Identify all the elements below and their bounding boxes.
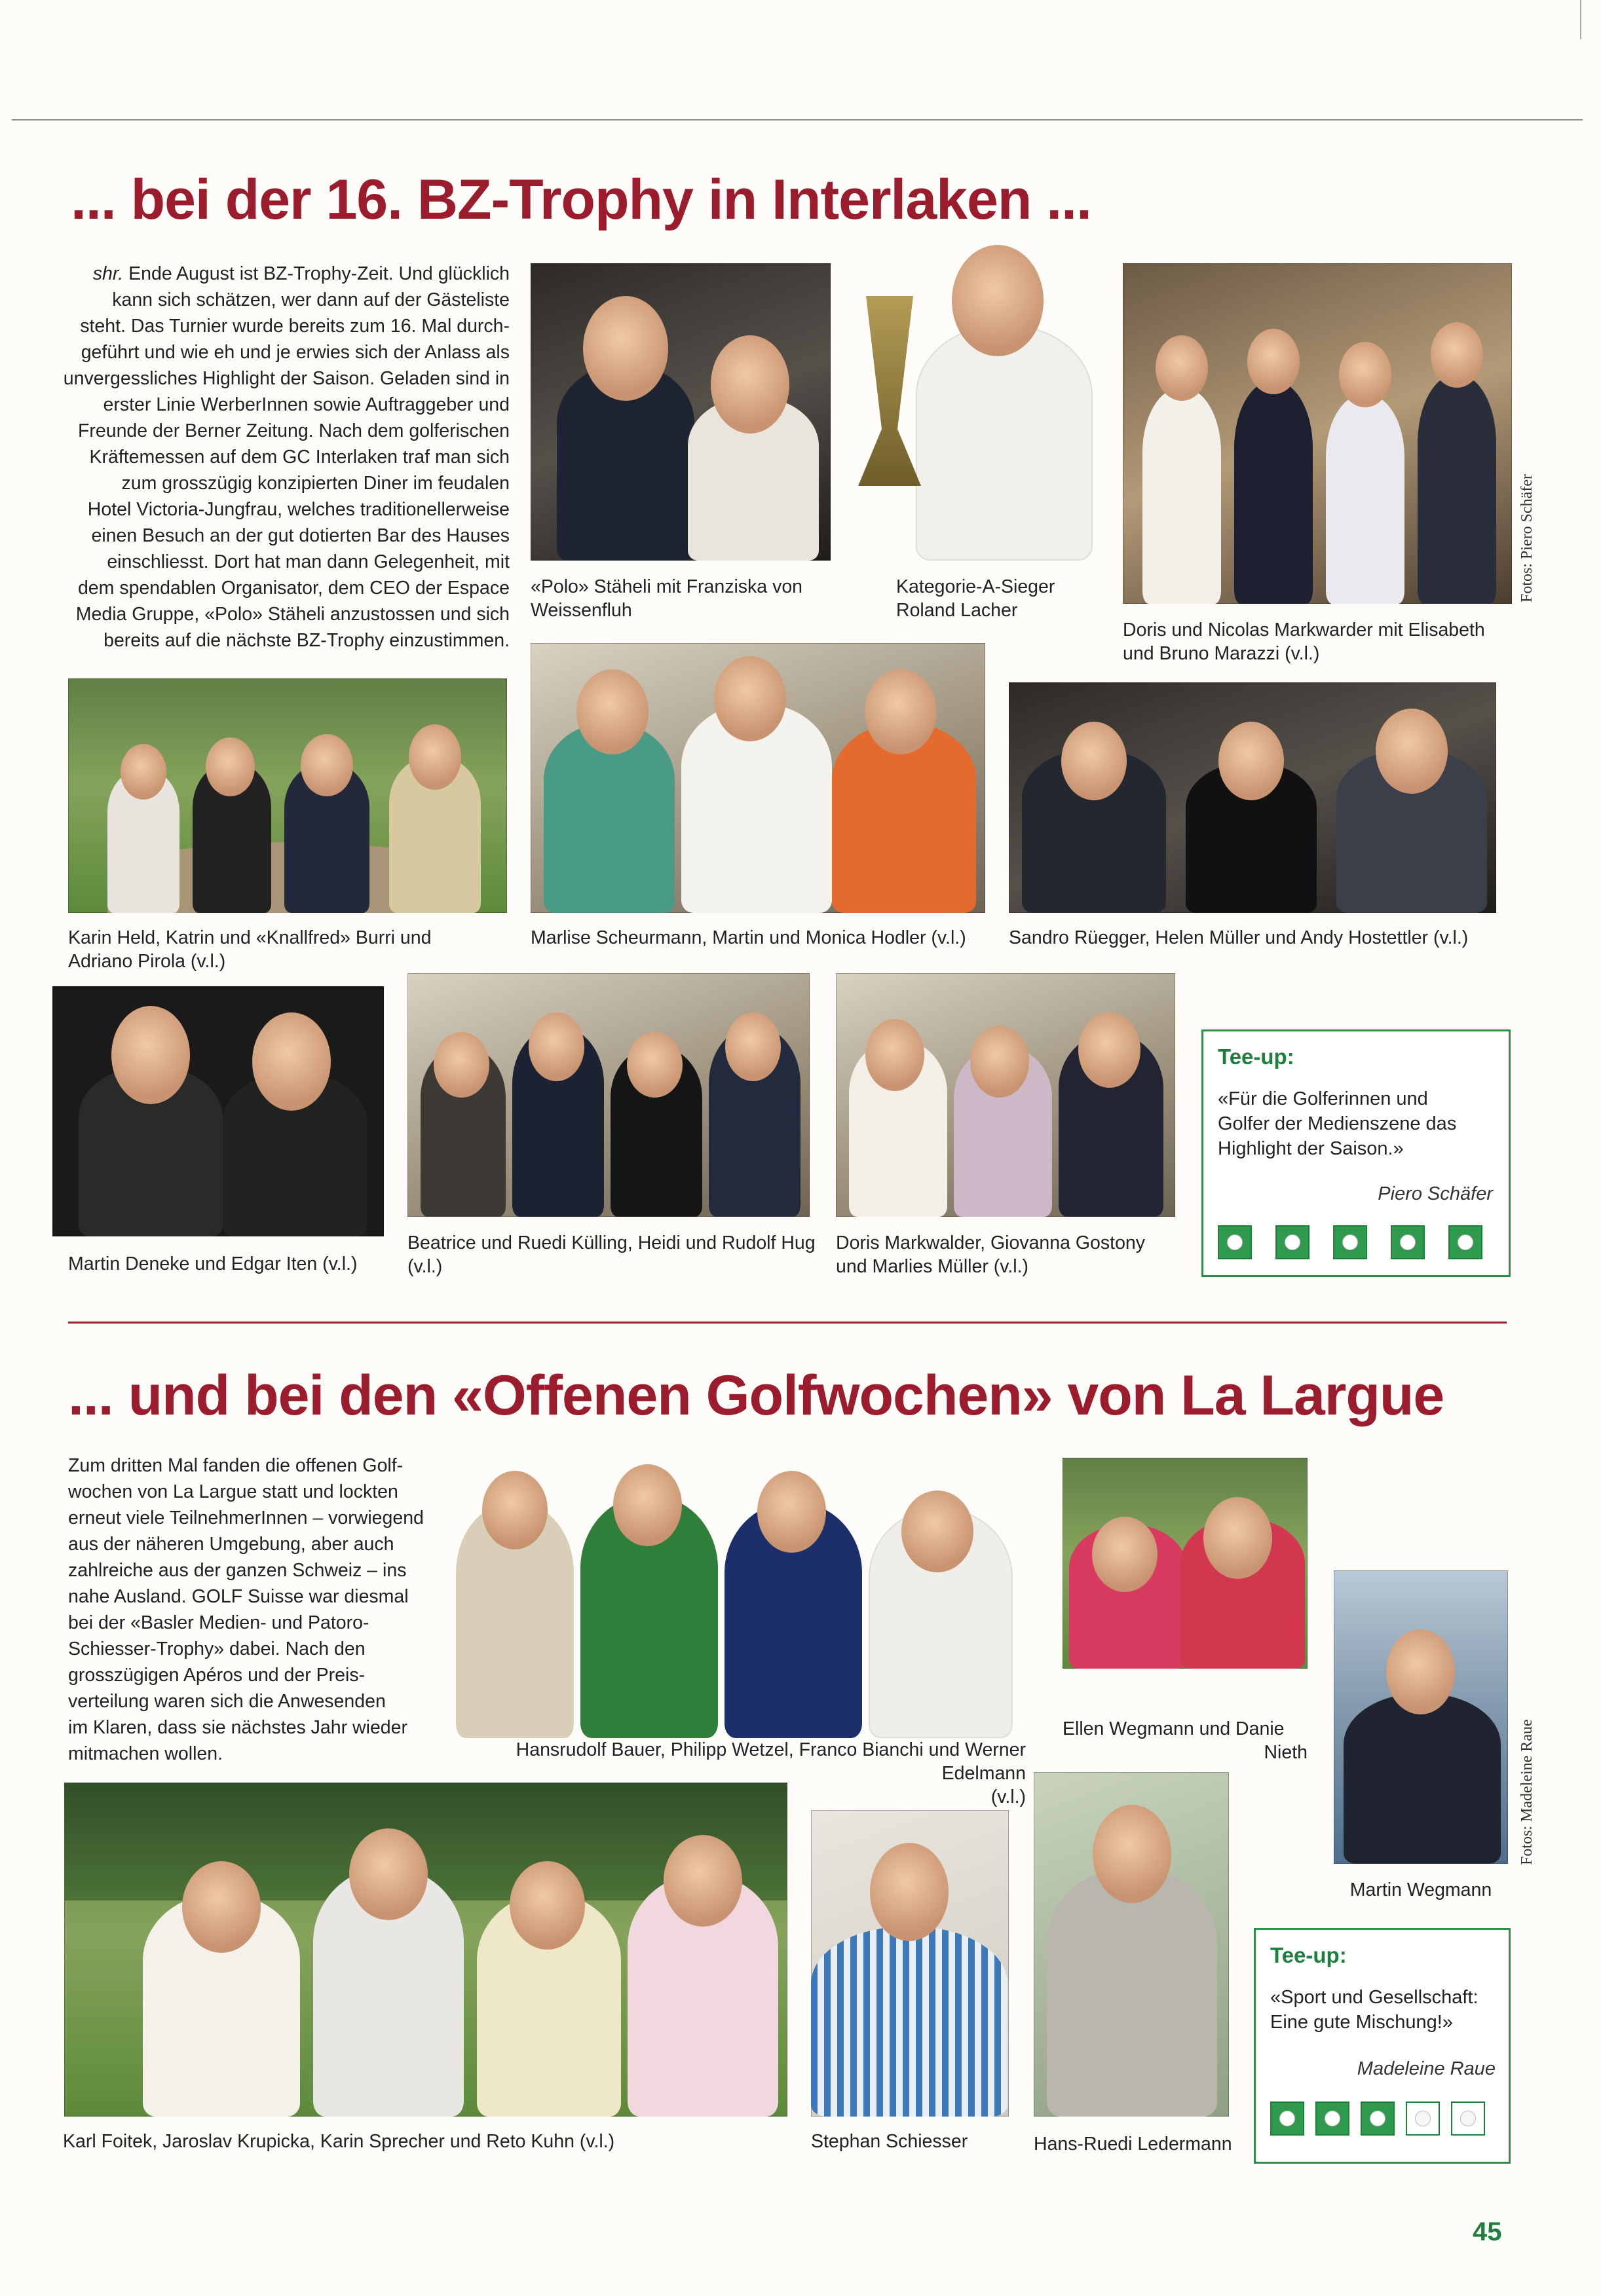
intro-line: einen Besuch an der gut dotierten Bar des Hauses: [91, 525, 510, 546]
caption-staeheli: «Polo» Stäheli mit Franziska von Weissenfluh: [531, 576, 803, 621]
intro-line: Kräftemessen auf dem GC Interlaken traf man sich: [89, 447, 510, 468]
golf-ball-rating-icon: [1448, 1225, 1482, 1259]
intro-line: geführt und wie eh und je erwies sich der Anlass als: [81, 342, 510, 363]
section2-intro: Zum dritten Mal fanden die offenen Golf- wochen von La Largue statt und lockten erneut viele TeilnehmerInnen – vorwiegend aus der näheren Umgebung, aber auch zahlreiche aus der ganzen Schweiz – ins nahe Ausland. GOLF Suisse war diesmal bei der «Basler Medien- und Patoro- Schiesser-Trophy» dabei. Nach den grosszügigen Apéros und der Preis- verteilung waren sich die Anwesenden im Klaren, dass sie nächstes Jahr wieder mitmachen wollen.: [68, 1455, 424, 1764]
photo-bauer-group: [443, 1458, 1026, 1738]
golf-ball-rating-icon: [1218, 1225, 1252, 1259]
photo-foitek-group: [64, 1783, 787, 2117]
intro-line: Hotel Victoria-Jungfrau, welches traditionellerweise: [87, 499, 510, 520]
caption-schiesser: Stephan Schiesser: [811, 2131, 968, 2152]
section1-intro: [46, 261, 510, 654]
caption-markwalder: Doris Markwalder, Giovanna Gostony und Marlies Müller (v.l.): [836, 1232, 1146, 1277]
teeup-title: Tee-up:: [1218, 1045, 1294, 1069]
caption-rueegger: Sandro Rüegger, Helen Müller und Andy Hostettler (v.l.): [1009, 927, 1469, 948]
photo-lacher: [837, 237, 1098, 561]
photo-deneke: [52, 986, 384, 1236]
golf-ball-rating-empty-icon: [1451, 2102, 1485, 2136]
teeup-title: Tee-up:: [1270, 1943, 1347, 1967]
teeup-author: Piero Schäfer: [1378, 1183, 1493, 1204]
photo-ledermann: [1034, 1772, 1229, 2117]
intro-line: shr. Ende August ist BZ-Trophy-Zeit. Und glücklich: [92, 263, 510, 284]
caption-wegmann-nieth: Ellen Wegmann und Danie Nieth: [1063, 1718, 1308, 1763]
golf-ball-rating-icon: [1275, 1225, 1309, 1259]
section-divider: [68, 1322, 1507, 1324]
photo-rueegger: [1009, 682, 1496, 913]
intro-line: erster Linie WerberInnen sowie Auftraggeber und: [103, 394, 510, 415]
photo-credit-section1: Fotos: Piero Schäfer: [1518, 474, 1535, 602]
intro-line: kann sich schätzen, wer dann auf der Gästeliste: [112, 289, 510, 310]
page-edge-right: [1580, 0, 1581, 39]
teeup-box-section2: [1254, 1928, 1511, 2164]
intro-line: dem spendablen Organisator, dem CEO der Espace: [77, 578, 510, 599]
intro-line: Media Gruppe, «Polo» Stäheli anzustossen und sich: [75, 604, 510, 625]
caption-bauer: Hansrudolf Bauer, Philipp Wetzel, Franco Bianchi und Werner Edelmann (v.l.): [516, 1739, 1026, 1807]
teeup-box-section1: [1201, 1029, 1511, 1277]
intro-line: zum grosszügig konzipierten Diner im feudalen: [121, 473, 510, 494]
intro-line: unvergessliches Highlight der Saison. Geladen sind in: [63, 368, 510, 389]
caption-foitek: Karl Foitek, Jaroslav Krupicka, Karin Sprecher und Reto Kuhn (v.l.): [63, 2131, 615, 2152]
teeup-author: Madeleine Raue: [1357, 2058, 1496, 2079]
photo-held: [68, 678, 507, 913]
caption-markwarder: Doris und Nicolas Markwarder mit Elisabeth und Bruno Marazzi (v.l.): [1123, 620, 1485, 664]
photo-markwarder: [1123, 263, 1512, 604]
caption-ledermann: Hans-Ruedi Ledermann: [1034, 2134, 1232, 2155]
section1-headline: ... bei der 16. BZ-Trophy in Interlaken ...: [71, 168, 1091, 231]
teeup-quote: «Sport und Gesellschaft: Eine gute Mischung!»: [1270, 1987, 1479, 2033]
intro-lead: shr.: [92, 263, 124, 284]
section2-headline: ... und bei den «Offenen Golfwochen» von La Largue: [68, 1364, 1444, 1427]
caption-scheurmann: Marlise Scheurmann, Martin und Monica Hodler (v.l.): [531, 927, 966, 948]
photo-credit-section2: Fotos: Madeleine Raue: [1518, 1719, 1535, 1865]
caption-deneke: Martin Deneke und Edgar Iten (v.l.): [68, 1253, 358, 1274]
photo-kuelling: [407, 973, 810, 1217]
caption-held: Karin Held, Katrin und «Knallfred» Burri und Adriano Pirola (v.l.): [68, 927, 432, 972]
photo-markwalder: [836, 973, 1175, 1217]
intro-line: einschliesst. Dort hat man dann Gelegenheit, mit: [107, 551, 510, 572]
golf-ball-rating-icon: [1391, 1225, 1425, 1259]
photo-schiesser: [811, 1810, 1009, 2117]
golf-ball-rating-icon: [1333, 1225, 1367, 1259]
golf-ball-rating-icon: [1361, 2102, 1395, 2136]
caption-martin-wegmann: Martin Wegmann: [1349, 1879, 1492, 1900]
photo-martin-wegmann: [1334, 1570, 1508, 1864]
golf-ball-rating-icon: [1270, 2102, 1304, 2136]
top-rule: [12, 119, 1583, 120]
page-number: 45: [1473, 2217, 1502, 2246]
golf-ball-rating-icon: [1315, 2102, 1349, 2136]
photo-scheurmann: [531, 643, 985, 913]
intro-line: steht. Das Turnier wurde bereits zum 16. Mal durch-: [80, 316, 510, 337]
intro-line: bereits auf die nächste BZ-Trophy einzustimmen.: [104, 630, 510, 651]
golf-ball-rating-empty-icon: [1406, 2102, 1440, 2136]
photo-staeheli: [531, 263, 831, 561]
caption-kuelling: Beatrice und Ruedi Külling, Heidi und Rudolf Hug (v.l.): [407, 1232, 816, 1277]
teeup-quote: «Für die Golferinnen und Golfer der Medienszene das Highlight der Saison.»: [1218, 1088, 1457, 1159]
caption-lacher: Kategorie-A-Sieger Roland Lacher: [896, 576, 1055, 621]
intro-line: Freunde der Berner Zeitung. Nach dem golferischen: [77, 420, 510, 441]
photo-wegmann-nieth: [1063, 1458, 1308, 1669]
